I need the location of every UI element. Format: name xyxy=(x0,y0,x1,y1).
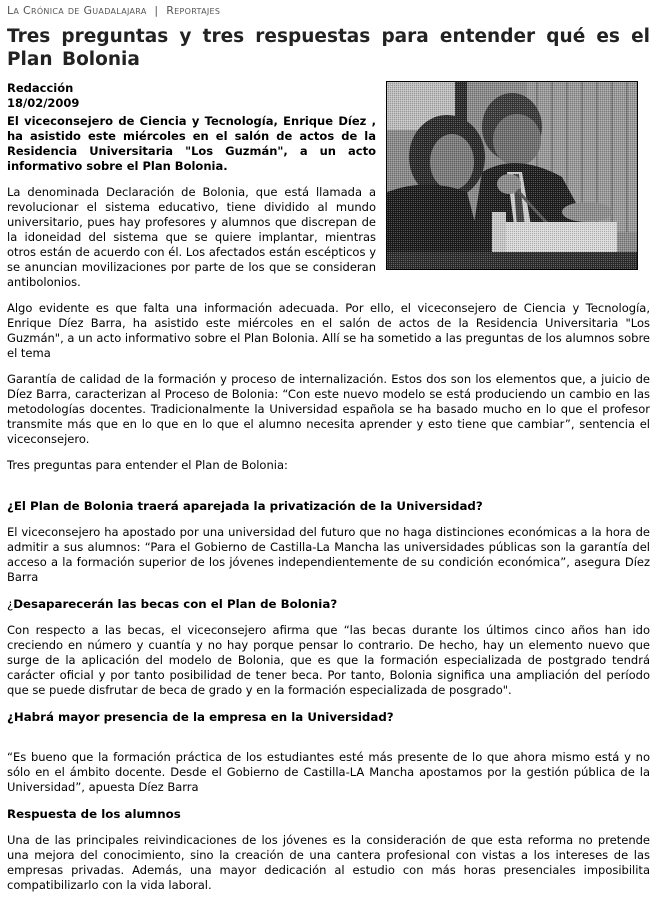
article-title: Tres preguntas y tres respuestas para entender qué es el Plan Bolonia xyxy=(7,26,650,70)
question-heading: ¿Habrá mayor presencia de la empresa en la Universidad? xyxy=(7,710,394,724)
answer-paragraph: Con respecto a las becas, el viceconsejero afirma que “las becas durante los últimos cinco años han ido creciendo en número y cuantía y no hay porque pensar lo contrario. De hecho, hay un elemento nuevo que surge de la aplicación del modelo de Bolonia, que es que la formación especializada de postgrado tendrá carácter oficial y por tanto posibilidad de tener beca. Por tanto, Bolonia significa una ampliación del período que se puede disfrutar de beca de grado y en la formación especializada de posgrado". xyxy=(7,623,650,697)
question-prefix: ¿ xyxy=(7,597,14,611)
question-text: Desaparecerán las becas con el Plan de Bolonia? xyxy=(13,597,338,611)
body-paragraph: La denominada Declaración de Bolonia, que está llamada a revolucionar el sistema educativo, tiene dividido al mundo universitario, pues hay profesores y alumnos que discrepan de la idoneidad del sistema que se quiere implantar, mientras otros están de acuerdo con él. Los afectados están escépticos y se anuncian movilizaciones por parte de los que se consideran antibolonios. xyxy=(7,185,376,289)
answer-paragraph: El viceconsejero ha apostado por una universidad del futuro que no haga distinciones económicas a la hora de admitir a sus alumnos: “Para el Gobierno de Castilla-La Mancha las universidades públicas son la garantía del acceso a la formación superior de los jóvenes independientemente de su condición económica”, asegura Díez Barra xyxy=(7,525,650,584)
question-heading xyxy=(7,597,650,612)
body-paragraph: Tres preguntas para entender el Plan de Bolonia: xyxy=(7,458,288,472)
body-paragraph: Algo evidente es que falta una información adecuada. Por ello, el viceconsejero de Ciencia y Tecnología, Enrique Díez Barra, ha asistido este miércoles en el salón de actos de la Residencia Universitaria "Los Guzmán", a un acto informativo sobre el Plan Bolonia. Allí se ha sometido a las preguntas de los alumnos sobre el tema xyxy=(7,301,650,360)
students-paragraph: Una de las principales reivindicaciones de los jóvenes es la consideración de que esta reforma no pretende una mejora del conocimiento, sino la creación de una cantera profesional con vistas a los intereses de las empresas privadas. Además, una mayor dedicación al estudio con más horas presenciales imposibilita compatibilizarlo con la vida laboral. xyxy=(7,833,650,892)
answer-paragraph: “Es bueno que la formación práctica de los estudiantes esté más presente de lo que ahora mismo está y no sólo en el ámbito docente. Desde el Gobierno de Castilla-LA Mancha apostamos por la gestión pública de la Universidad”, apuesta Díez Barra xyxy=(7,750,650,794)
author: Redacción xyxy=(7,81,74,95)
lead-paragraph: El viceconsejero de Ciencia y Tecnología, Enrique Díez , ha asistido este miércoles en el salón de actos de la Residencia Universitaria "Los Guzmán", a un acto informativo sobre el Plan Bolonia. xyxy=(7,114,376,173)
question-heading: ¿El Plan de Bolonia traerá aparejada la privatización de la Universidad? xyxy=(7,499,483,513)
masthead xyxy=(7,0,650,19)
photo-image xyxy=(387,82,637,269)
masthead-separator: | xyxy=(154,4,159,17)
publication-name[interactable]: La Crónica de Guadalajara xyxy=(7,4,147,17)
article-photo xyxy=(386,81,638,270)
article-body xyxy=(7,81,650,893)
body-paragraph: Garantía de calidad de la formación y proceso de internalización. Estos dos son los elementos que, a juicio de Díez Barra, caracterizan al Proceso de Bolonia: “Con este nuevo modelo se está produciendo un cambio en las metodologías docentes. Tradicionalmente la Universidad española se ha basado mucho en lo que el profesor transmite más que en lo que en lo que el alumno necesita aprender y esto tiene que cambiar”, sentencia el viceconsejero. xyxy=(7,372,650,446)
section-name[interactable]: Reportajes xyxy=(166,4,221,17)
publish-date: 18/02/2009 xyxy=(7,95,80,110)
students-heading: Respuesta de los alumnos xyxy=(7,807,181,821)
